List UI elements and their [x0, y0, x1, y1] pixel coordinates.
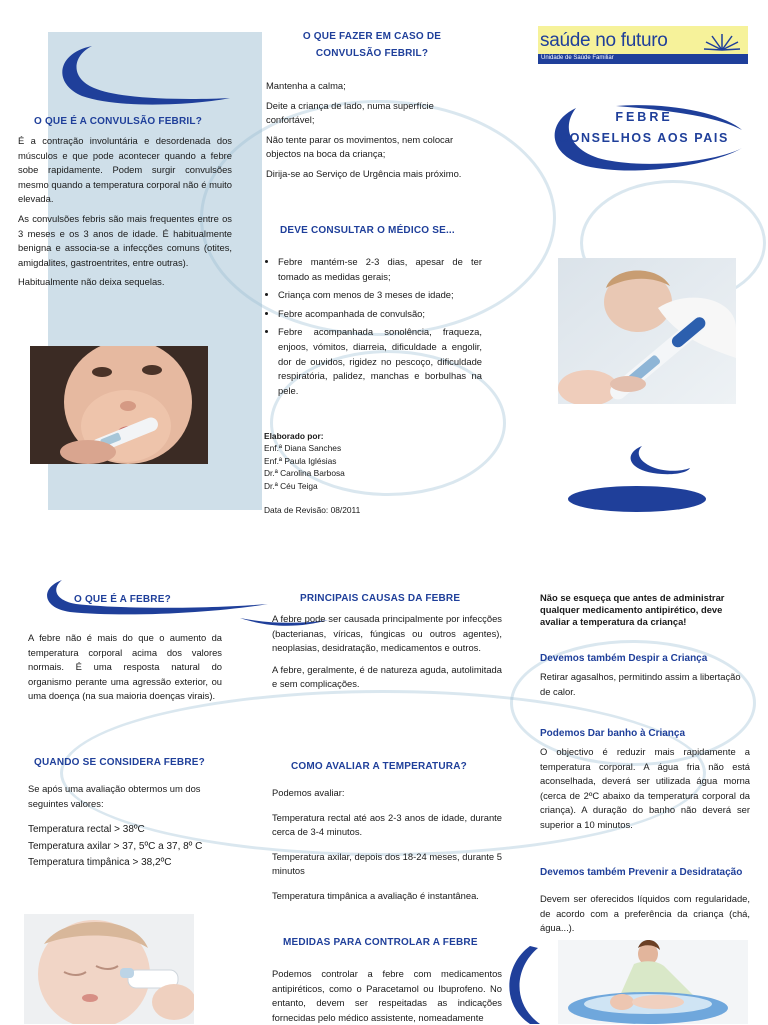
despir-heading: Devemos também Despir a Criança: [540, 653, 708, 664]
considera-heading: QUANDO SE CONSIDERA FEBRE?: [34, 757, 205, 768]
title-badge: [554, 110, 734, 145]
list-item: • Febre mantém-se 2-3 dias, apesar de ter tomado as medidas gerais;: [278, 255, 482, 284]
causas-heading: PRINCIPAIS CAUSAS DA FEBRE: [300, 593, 461, 604]
credit-name: Dr.ª Carolina Barbosa: [264, 468, 345, 479]
fazer-text: [266, 79, 480, 187]
list-item: • Febre acompanhada de convulsão;: [278, 307, 482, 322]
convulsao-heading: O QUE É A CONVULSÃO FEBRIL?: [34, 116, 202, 127]
paragraph: Dirija-se ao Serviço de Urgência mais próximo.: [266, 167, 462, 179]
credits-label: Elaborado por:: [264, 431, 324, 441]
paragraph: A febre, geralmente, é de natureza aguda, autolimitada e sem complicações.: [272, 663, 502, 690]
temperature-value: Temperatura timpânica > 38,2ºC: [28, 857, 172, 868]
title-line-1: FEBRE: [615, 110, 673, 124]
paragraph: Temperatura timpânica a avaliação é instantânea.: [272, 889, 479, 901]
paragraph: Habitualmente não deixa sequelas.: [18, 276, 165, 288]
swoosh-decoration: [622, 444, 692, 480]
temperature-value: Temperatura rectal > 38ºC: [28, 824, 145, 835]
banho-text: O objectivo é reduzir mais rapidamente a temperatura corporal. A água fria não está aconselhada, deverá ser utilizada água morna (cerca de 2ºC abaixo da temperatura corporal da criança). A duração do banho não deverá ser superior a 10 minutos.: [540, 746, 750, 830]
credit-name: Dr.ª Céu Teiga: [264, 480, 318, 491]
medidas-heading: MEDIDAS PARA CONTROLAR A FEBRE: [283, 937, 478, 948]
list-item: • Criança com menos de 3 meses de idade;: [278, 288, 482, 303]
baby-thermometer-photo: [30, 346, 208, 464]
causas-text: [272, 612, 502, 697]
swoosh-decoration: [52, 38, 232, 106]
logo-brand: saúde no futuro: [540, 30, 668, 51]
febre-heading: O QUE É A FEBRE?: [74, 594, 171, 605]
febre-text: A febre não é mais do que o aumento da temperatura corporal acima dos valores normais. É uma resposta natural do organismo perante uma agressão exterior, ou uma doença (na sua maioria doenças virais).: [28, 632, 222, 702]
logo-bar: [538, 54, 748, 64]
paragraph: A febre pode ser causada principalmente por infecções (bacterianas, víricas, fúngicas ou outros agentes), neoplasias, desidratação, medicamentos e outros.: [272, 613, 502, 654]
mother-bathing-baby-photo: [558, 940, 748, 1024]
paragraph: Deite a criança de lado, numa superfície confortável;: [266, 99, 434, 126]
paragraph: As convulsões febris são mais frequentes entre os 3 meses e os 3 anos de idade. É habitualmente benigna e associa-se a infecções comuns (otites, amigdalites, gastroentrites, entre outras).: [18, 212, 232, 268]
baby-ear-thermometer-photo: [24, 914, 194, 1024]
considera-values: [28, 822, 202, 872]
avaliar-heading: COMO AVALIAR A TEMPERATURA?: [291, 761, 467, 772]
warning-text: Não se esqueça que antes de administrar qualquer medicamento antipirético, deve avaliar a temperatura da criança!: [540, 592, 725, 627]
revision-date: Data de Revisão: 08/2011: [264, 505, 361, 516]
list-item: • Febre acompanhada sonolência, fraqueza, enjoos, vómitos, diarreia, dificuldade a engolir, dor de ouvidos, rigidez no pescoço, dificuldade respiratória, palidez, manchas e borbulhas na pele.: [278, 325, 482, 398]
convulsao-text: [18, 134, 232, 295]
paragraph: Podemos avaliar:: [272, 787, 345, 798]
credit-name: Enf.ª Paula Iglésias: [264, 455, 337, 466]
paragraph: Mantenha a calma;: [266, 80, 346, 91]
paragraph: É a contração involuntária e desordenada dos músculos e que pode acontecer quando a febre sobe rapidamente. Podem surgir convulsões mesmo quando a temperatura corporal não é muito elevada.: [18, 135, 232, 205]
logo: [538, 26, 748, 64]
credit-name: Enf.ª Diana Sanches: [264, 443, 342, 454]
medidas-text: Podemos controlar a febre com medicamentos antipiréticos, como o Paracetamol ou Ibuprofeno. No entanto, devem ser respeitadas as indicações fornecidas pelo médico assistente, nomeadamente: [272, 968, 502, 1023]
temperature-value: Temperatura axilar > 37, 5ºC a 37, 8º C: [28, 840, 203, 852]
title-line-2: CONSELHOS AOS PAIS: [559, 131, 729, 145]
avaliar-text: [272, 786, 502, 909]
consultar-list: [264, 255, 482, 402]
sun-icon: [702, 30, 742, 52]
paragraph: Não tente parar os movimentos, nem colocar objectos na boca da criança;: [266, 133, 454, 160]
banho-heading: Podemos Dar banho à Criança: [540, 728, 686, 739]
sleeping-baby-thermometer-photo: [558, 258, 736, 404]
logo-subtitle: Unidade de Saúde Familiar: [541, 55, 614, 61]
considera-intro: Se após uma avaliação obtermos um dos seguintes valores:: [28, 783, 201, 809]
despir-text: Retirar agasalhos, permitindo assim a libertação de calor.: [540, 671, 741, 697]
consultar-heading: DEVE CONSULTAR O MÉDICO SE...: [280, 225, 455, 236]
credits: [264, 430, 360, 516]
desidratacao-text: Devem ser oferecidos líquidos com regularidade, de acordo com a preferência da criança (chá, água...).: [540, 893, 750, 934]
blue-oval-decoration: [568, 486, 706, 512]
paragraph: Temperatura axilar, depois dos 18-24 meses, durante 5 minutos: [272, 850, 502, 877]
paragraph: Temperatura rectal até aos 2-3 anos de idade, durante cerca de 3-4 minutos.: [272, 811, 502, 838]
desidratacao-heading: Devemos também Prevenir a Desidratação: [540, 867, 743, 878]
fazer-heading: O QUE FAZER EM CASO DE CONVULSÃO FEBRIL?: [302, 31, 442, 59]
